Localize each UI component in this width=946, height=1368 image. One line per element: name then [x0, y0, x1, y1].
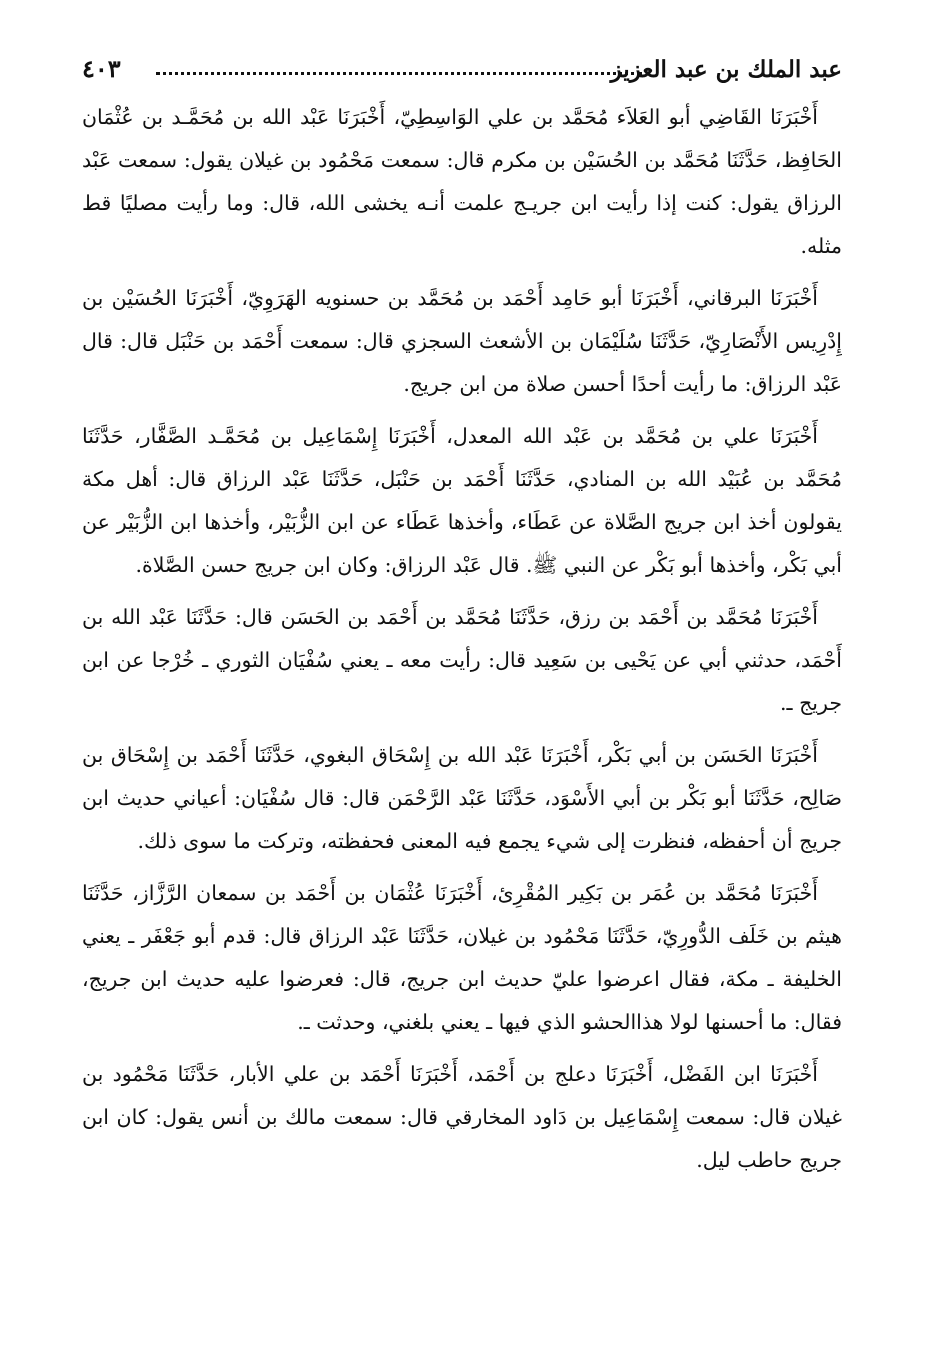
paragraph-7: أَخْبَرَنَا ابن الفَضْل، أَخْبَرَنَا دعلج بن أَحْمَد، أَخْبَرَنَا أَحْمَد بن علي الأبار، حَدَّثَنَا مَحْمُود بن غيلان قال: سمعت إِسْمَاعِيل بن دَاود المخارقي قال: سمعت مالك بن أنس يقول: كان ابن جريج حاطب ليل.	[82, 1062, 842, 1172]
paragraph-5: أَخْبَرَنَا الحَسَن بن أبي بَكْر، أَخْبَرَنَا عَبْد الله بن إِسْحَاق البغوي، حَدَّثَنَا أَحْمَد بن إِسْحَاق بن صَالِح، حَدَّثَنَا أبو بَكْر بن أبي الأَسْوَد، حَدَّثَنَا عَبْد الرَّحْمَن قال: قال سُفْيَان: أعياني حديث ابن جريج أن أحفظه، فنظرت إلى شيء يجمع فيه المعنى فحفظته، وتركت ما سوى ذلك.	[82, 743, 842, 853]
paragraph-1: أَخْبَرَنَا القَاضِي أبو العَلاَء مُحَمَّد بن علي الوَاسِطِيّ، أَخْبَرَنَا عَبْد الله بن مُحَمَّـد بن عُثْمَان الحَافِظ، حَدَّثَنَا مُحَمَّد بن الحُسَيْن بن مكرم قال: سمعت مَحْمُود بن غيلان يقول: سمعت عَبْد الرزاق يقول: كنت إذا رأيت ابن جريـج علمت أنـه يخشى الله، قال: وما رأيت مصليًا قط مثله.	[82, 105, 842, 258]
header-title: عبد الملك بن عبد العزيز	[610, 56, 842, 83]
document-page	[82, 44, 842, 1344]
body-text	[82, 96, 842, 1182]
paragraph-2: أَخْبَرَنَا البرقاني، أَخْبَرَنَا أبو حَامِد أَحْمَد بن مُحَمَّد بن حسنويه الهَرَوِيّ، أَخْبَرَنَا الحُسَيْن بن إِدْرِيس الأَنْصَارِيّ، حَدَّثَنَا سُلَيْمَان بن الأشعث السجزي قال: سمعت أَحْمَد بن حَنْبَل قال: قال عَبْد الرزاق: ما رأيت أحدًا أحسن صلاة من ابن جريج.	[82, 286, 842, 396]
paragraph-4: أَخْبَرَنَا مُحَمَّد بن أَحْمَد بن رزق، حَدَّثَنَا مُحَمَّد بن أَحْمَد بن الحَسَن قال: حَدَّثَنَا عَبْد الله بن أَحْمَد، حدثني أبي عن يَحْيى بن سَعِيد قال: رأيت معه ـ يعني سُفْيَان الثوري ـ خُرْجا عن ابن جريج ـ.	[82, 605, 842, 715]
header-leader-dots	[156, 72, 642, 75]
paragraph-3: أَخْبَرَنَا علي بن مُحَمَّد بن عَبْد الله المعدل، أَخْبَرَنَا إِسْمَاعِيل بن مُحَمَّـد الصَّفَّار، حَدَّثَنَا مُحَمَّد بن عُبَيْد الله بن المنادي، حَدَّثَنَا أَحْمَد بن حَنْبَل، حَدَّثَنَا عَبْد الرزاق قال: أهل مكة يقولون أخذ ابن جريج الصَّلاة عن عَطَاء، وأخذها عَطَاء عن ابن الزُّبَيْر، وأخذها ابن الزُّبَيْر عن أبي بَكْر، وأخذها أبو بَكْر عن النبي ﷺ. قال عَبْد الرزاق: وكان ابن جريج حسن الصَّلاة.	[82, 424, 842, 577]
page-number: ٤٠٣	[82, 54, 121, 83]
paragraph-6: أَخْبَرَنَا مُحَمَّد بن عُمَر بن بَكِير المُقْرِئ، أَخْبَرَنَا عُثْمَان بن أَحْمَد بن سمعان الرَّزَّاز، حَدَّثَنَا هيثم بن خَلَف الدُّورِيّ، حَدَّثَنَا مَحْمُود بن غيلان، حَدَّثَنَا عَبْد الرزاق قال: قدم أبو جَعْفَر ـ يعني الخليفة ـ مكة، فقال اعرضوا عليّ حديث ابن جريج، قال: فعرضوا عليه حديث ابن جريج، فقال: ما أحسنها لولا هذاالحشو الذي فيها ـ يعني بلغني، وحدثت ـ.	[82, 881, 842, 1034]
running-header	[82, 44, 842, 96]
